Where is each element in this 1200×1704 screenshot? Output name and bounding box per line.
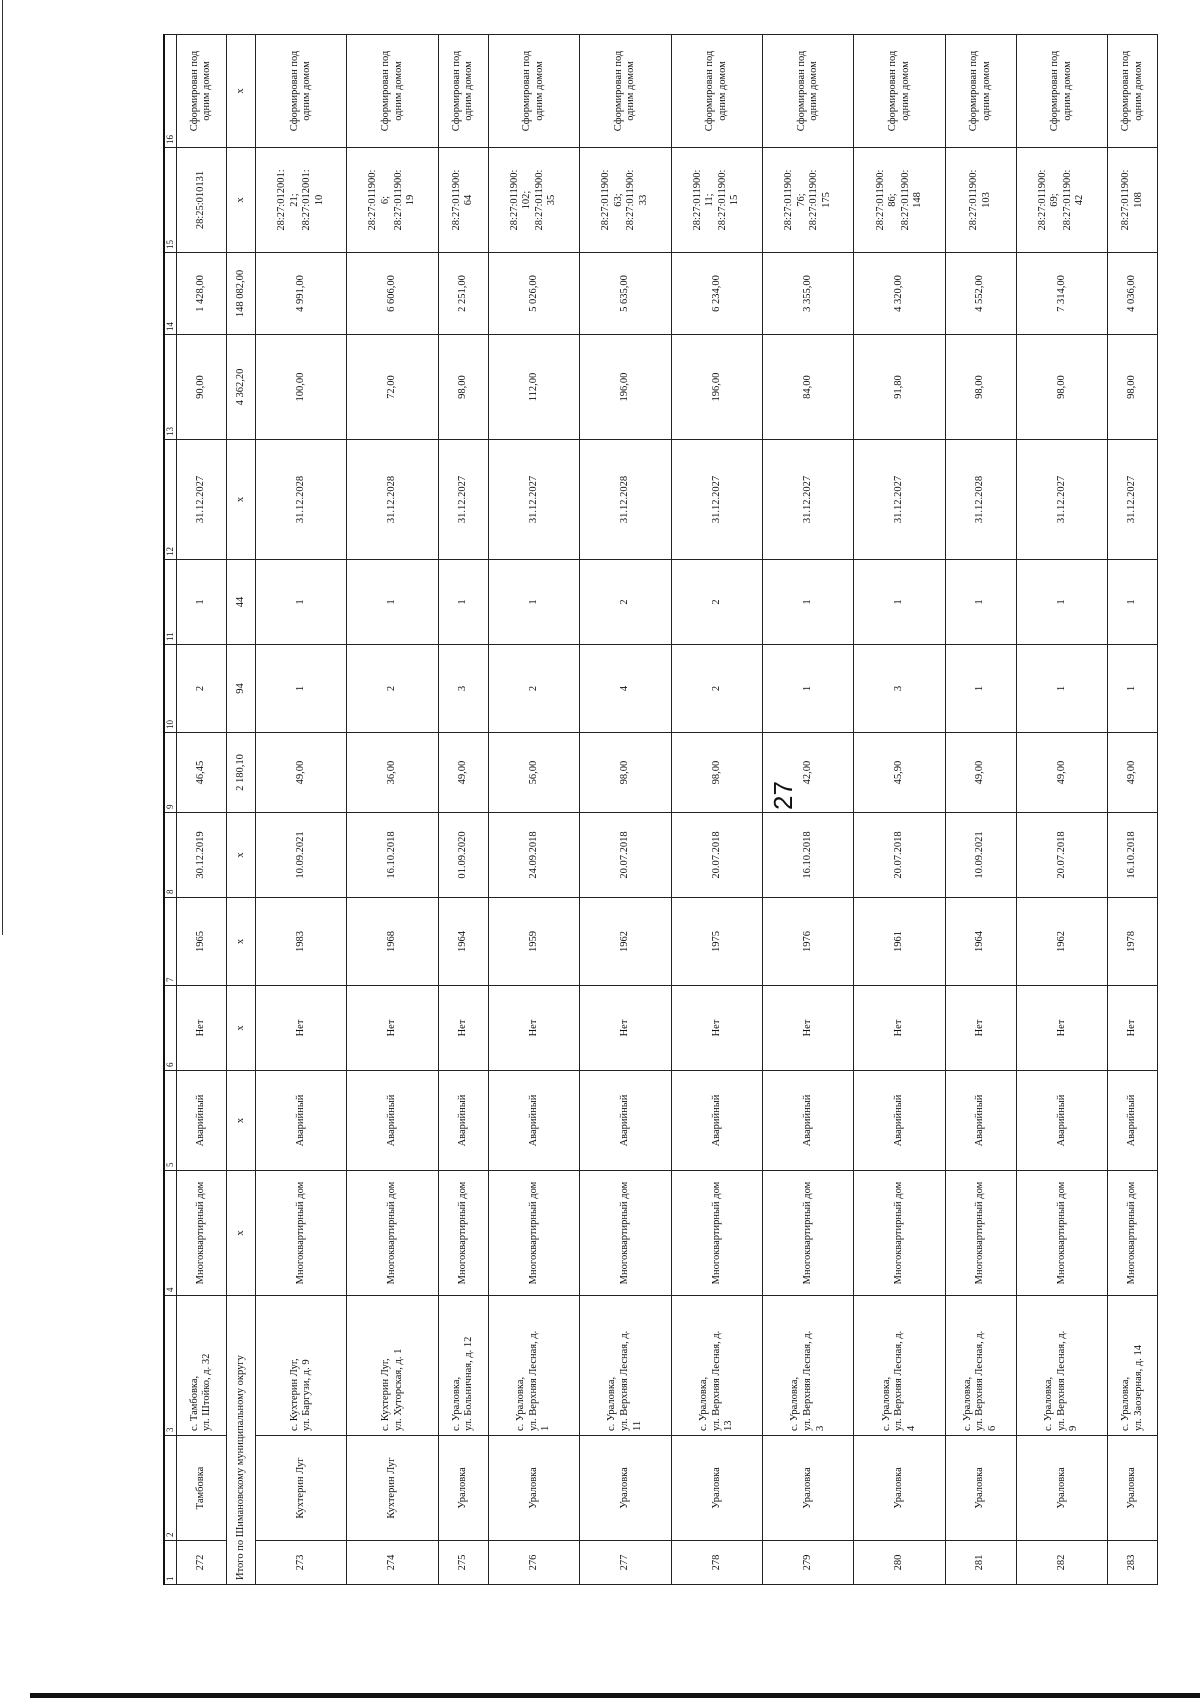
total-area-cell: 98,00 <box>438 335 488 440</box>
land-area-cell: 5 635,00 <box>580 253 671 335</box>
col11-cell: 2 <box>580 560 671 645</box>
locality-cell: Ураловка <box>671 1436 762 1541</box>
year-cell: 1964 <box>945 898 1016 986</box>
building-type-cell: Многоквартирный дом <box>177 1171 227 1296</box>
cadastral-cell: 28:27:011900: 108 <box>1108 148 1158 253</box>
col6-cell: Нет <box>1108 986 1158 1071</box>
land-area-cell: 6 606,00 <box>347 253 438 335</box>
year-cell: 1975 <box>671 898 762 986</box>
land-area-cell: 4 320,00 <box>854 253 945 335</box>
residents-cell: 1 <box>763 645 854 733</box>
locality-cell: Ураловка <box>945 1436 1016 1541</box>
year-cell: 1962 <box>580 898 671 986</box>
status-cell: Аварийный <box>1108 1071 1158 1171</box>
address-cell: с. Ураловка, ул. Больничная, д. 12 <box>438 1296 488 1436</box>
cadastral-cell: 28:27:011900: 63; 28:27:011900: 33 <box>580 148 671 253</box>
col11-cell: 1 <box>347 560 438 645</box>
total-area-cell: 84,00 <box>763 335 854 440</box>
cadastral-cell: 28:27:011900: 86; 28:27:011900: 148 <box>854 148 945 253</box>
col6-cell: Нет <box>488 986 579 1071</box>
table-row <box>763 35 854 1585</box>
land-status-cell: Сформирован под одним домом <box>945 35 1016 148</box>
row-number: 275 <box>438 1541 488 1585</box>
date-cell: 16.10.2018 <box>1108 813 1158 898</box>
total-c12-cell: х <box>226 440 255 560</box>
housing-table-wrapper <box>163 35 1158 1585</box>
total-area-cell: 100,00 <box>255 335 346 440</box>
column-number: 2 <box>164 1436 177 1541</box>
residents-cell: 2 <box>488 645 579 733</box>
deadline-cell: 31.12.2027 <box>763 440 854 560</box>
land-area-cell: 4 036,00 <box>1108 253 1158 335</box>
land-area-cell: 6 234,00 <box>671 253 762 335</box>
cadastral-cell: 28:25:010131 <box>177 148 227 253</box>
address-cell: с. Кухтерин Луг, ул. Баргузи, д. 9 <box>255 1296 346 1436</box>
cadastral-cell: 28:27:012001: 21; 28:27:012001: 10 <box>255 148 346 253</box>
column-number: 3 <box>164 1296 177 1436</box>
table-row <box>488 35 579 1585</box>
building-type-cell: Многоквартирный дом <box>488 1171 579 1296</box>
building-type-cell: Многоквартирный дом <box>347 1171 438 1296</box>
col6-cell: Нет <box>671 986 762 1071</box>
total-area-cell: 98,00 <box>1108 335 1158 440</box>
year-cell: 1962 <box>1016 898 1107 986</box>
year-cell: 1965 <box>177 898 227 986</box>
deadline-cell: 31.12.2028 <box>255 440 346 560</box>
locality-cell: Ураловка <box>1108 1436 1158 1541</box>
address-cell: с. Ураловка, ул. Верхняя Лесная, д. 4 <box>854 1296 945 1436</box>
building-type-cell: Многоквартирный дом <box>854 1171 945 1296</box>
year-cell: 1959 <box>488 898 579 986</box>
col11-cell: 1 <box>255 560 346 645</box>
total-area-cell: 72,00 <box>347 335 438 440</box>
cadastral-cell: 28:27:011900: 6; 28:27:011900: 19 <box>347 148 438 253</box>
residents-cell: 2 <box>347 645 438 733</box>
address-cell: с. Ураловка, ул. Верхняя Лесная, д. 1 <box>488 1296 579 1436</box>
col6-cell: Нет <box>438 986 488 1071</box>
table-row <box>347 35 438 1585</box>
deadline-cell: 31.12.2027 <box>1108 440 1158 560</box>
col6-cell: Нет <box>255 986 346 1071</box>
locality-cell: Кухтерин Луг <box>347 1436 438 1541</box>
col11-cell: 1 <box>177 560 227 645</box>
residents-cell: 1 <box>1016 645 1107 733</box>
locality-cell: Ураловка <box>580 1436 671 1541</box>
address-cell: с. Кухтерин Луг, ул. Хуторская, д. 1 <box>347 1296 438 1436</box>
area-cell: 49,00 <box>945 733 1016 813</box>
land-status-cell: Сформирован под одним домом <box>177 35 227 148</box>
land-status-cell: Сформирован под одним домом <box>255 35 346 148</box>
residents-cell: 2 <box>177 645 227 733</box>
area-cell: 49,00 <box>1108 733 1158 813</box>
total-c11-cell: 44 <box>226 560 255 645</box>
deadline-cell: 31.12.2027 <box>488 440 579 560</box>
table-body <box>164 35 1158 1585</box>
column-number: 13 <box>164 335 177 440</box>
column-number: 1 <box>164 1541 177 1585</box>
deadline-cell: 31.12.2027 <box>1016 440 1107 560</box>
locality-cell: Ураловка <box>1016 1436 1107 1541</box>
land-status-cell: Сформирован под одним домом <box>488 35 579 148</box>
total-c6-cell: х <box>226 986 255 1071</box>
deadline-cell: 31.12.2027 <box>177 440 227 560</box>
row-number: 276 <box>488 1541 579 1585</box>
page-number: 27 <box>768 781 798 810</box>
emergency-housing-table <box>163 34 1158 1585</box>
col11-cell: 2 <box>671 560 762 645</box>
col11-cell: 1 <box>1016 560 1107 645</box>
land-area-cell: 4 991,00 <box>255 253 346 335</box>
column-number: 11 <box>164 560 177 645</box>
date-cell: 20.07.2018 <box>671 813 762 898</box>
total-area-cell: 91,80 <box>854 335 945 440</box>
address-cell: с. Ураловка, ул. Верхняя Лесная, д. 6 <box>945 1296 1016 1436</box>
residents-cell: 4 <box>580 645 671 733</box>
address-cell: с. Ураловка, ул. Верхняя Лесная, д. 3 <box>763 1296 854 1436</box>
land-status-cell: Сформирован под одним домом <box>1016 35 1107 148</box>
row-number: 282 <box>1016 1541 1107 1585</box>
date-cell: 01.09.2020 <box>438 813 488 898</box>
area-cell: 36,00 <box>347 733 438 813</box>
year-cell: 1976 <box>763 898 854 986</box>
total-area-cell: 196,00 <box>671 335 762 440</box>
col11-cell: 1 <box>488 560 579 645</box>
row-number: 279 <box>763 1541 854 1585</box>
area-cell: 45,90 <box>854 733 945 813</box>
deadline-cell: 31.12.2028 <box>945 440 1016 560</box>
column-number: 15 <box>164 148 177 253</box>
status-cell: Аварийный <box>580 1071 671 1171</box>
residents-cell: 1 <box>1108 645 1158 733</box>
year-cell: 1964 <box>438 898 488 986</box>
building-type-cell: Многоквартирный дом <box>671 1171 762 1296</box>
table-row <box>438 35 488 1585</box>
cadastral-cell: 28:27:011900: 69; 28:27:011900: 42 <box>1016 148 1107 253</box>
locality-cell: Ураловка <box>854 1436 945 1541</box>
deadline-cell: 31.12.2027 <box>671 440 762 560</box>
table-row <box>854 35 945 1585</box>
total-label: Итого по Шимановскому муниципальному округу <box>226 1296 255 1585</box>
locality-cell: Тамбовка <box>177 1436 227 1541</box>
total-area-cell: 112,00 <box>488 335 579 440</box>
residents-cell: 3 <box>438 645 488 733</box>
column-number: 7 <box>164 898 177 986</box>
land-status-cell: Сформирован под одним домом <box>671 35 762 148</box>
total-row <box>226 35 255 1585</box>
land-status-cell: Сформирован под одним домом <box>347 35 438 148</box>
building-type-cell: Многоквартирный дом <box>763 1171 854 1296</box>
total-c13-cell: 4 362,20 <box>226 335 255 440</box>
address-cell: с. Ураловка, ул. Верхняя Лесная, д. 13 <box>671 1296 762 1436</box>
cadastral-cell: 28:27:011900: 103 <box>945 148 1016 253</box>
row-number: 278 <box>671 1541 762 1585</box>
status-cell: Аварийный <box>488 1071 579 1171</box>
land-status-cell: Сформирован под одним домом <box>438 35 488 148</box>
table-row <box>580 35 671 1585</box>
column-number: 12 <box>164 440 177 560</box>
column-number: 5 <box>164 1071 177 1171</box>
area-cell: 49,00 <box>438 733 488 813</box>
land-status-cell: Сформирован под одним домом <box>1108 35 1158 148</box>
column-number: 4 <box>164 1171 177 1296</box>
deadline-cell: 31.12.2028 <box>580 440 671 560</box>
date-cell: 20.07.2018 <box>1016 813 1107 898</box>
building-type-cell: Многоквартирный дом <box>1016 1171 1107 1296</box>
row-number: 280 <box>854 1541 945 1585</box>
status-cell: Аварийный <box>347 1071 438 1171</box>
total-area-cell: 98,00 <box>1016 335 1107 440</box>
land-status-cell: Сформирован под одним домом <box>763 35 854 148</box>
date-cell: 10.09.2021 <box>255 813 346 898</box>
building-type-cell: Многоквартирный дом <box>438 1171 488 1296</box>
col11-cell: 1 <box>763 560 854 645</box>
cadastral-cell: 28:27:011900: 102; 28:27:011900: 35 <box>488 148 579 253</box>
column-number: 14 <box>164 253 177 335</box>
area-cell: 42,00 <box>763 733 854 813</box>
date-cell: 10.09.2021 <box>945 813 1016 898</box>
area-cell: 46,45 <box>177 733 227 813</box>
locality-cell: Кухтерин Луг <box>255 1436 346 1541</box>
land-area-cell: 2 251,00 <box>438 253 488 335</box>
land-area-cell: 4 552,00 <box>945 253 1016 335</box>
col11-cell: 1 <box>945 560 1016 645</box>
column-number-row <box>164 35 177 1585</box>
residents-cell: 3 <box>854 645 945 733</box>
row-number: 277 <box>580 1541 671 1585</box>
col6-cell: Нет <box>177 986 227 1071</box>
total-area-cell: 196,00 <box>580 335 671 440</box>
status-cell: Аварийный <box>671 1071 762 1171</box>
total-c8-cell: х <box>226 813 255 898</box>
status-cell: Аварийный <box>854 1071 945 1171</box>
column-number: 10 <box>164 645 177 733</box>
row-number: 272 <box>177 1541 227 1585</box>
table-row <box>255 35 346 1585</box>
land-status-cell: Сформирован под одним домом <box>580 35 671 148</box>
col6-cell: Нет <box>580 986 671 1071</box>
status-cell: Аварийный <box>177 1071 227 1171</box>
table-row <box>945 35 1016 1585</box>
total-c14-cell: 148 082,00 <box>226 253 255 335</box>
locality-cell: Ураловка <box>438 1436 488 1541</box>
locality-cell: Ураловка <box>488 1436 579 1541</box>
total-c16-cell: х <box>226 35 255 148</box>
building-type-cell: Многоквартирный дом <box>255 1171 346 1296</box>
total-c10-cell: 94 <box>226 645 255 733</box>
column-number: 16 <box>164 35 177 148</box>
status-cell: Аварийный <box>438 1071 488 1171</box>
status-cell: Аварийный <box>1016 1071 1107 1171</box>
col6-cell: Нет <box>1016 986 1107 1071</box>
locality-cell: Ураловка <box>763 1436 854 1541</box>
building-type-cell: Многоквартирный дом <box>1108 1171 1158 1296</box>
scan-edge-line <box>2 0 3 935</box>
status-cell: Аварийный <box>945 1071 1016 1171</box>
row-number: 281 <box>945 1541 1016 1585</box>
col6-cell: Нет <box>347 986 438 1071</box>
area-cell: 56,00 <box>488 733 579 813</box>
area-cell: 49,00 <box>255 733 346 813</box>
col11-cell: 1 <box>438 560 488 645</box>
date-cell: 16.10.2018 <box>763 813 854 898</box>
building-type-cell: Многоквартирный дом <box>580 1171 671 1296</box>
address-cell: с. Ураловка, ул. Заозерная, д. 14 <box>1108 1296 1158 1436</box>
cadastral-cell: 28:27:011900: 76; 28:27:011900: 175 <box>763 148 854 253</box>
residents-cell: 2 <box>671 645 762 733</box>
land-area-cell: 5 026,00 <box>488 253 579 335</box>
land-area-cell: 7 314,00 <box>1016 253 1107 335</box>
building-type-cell: Многоквартирный дом <box>945 1171 1016 1296</box>
status-cell: Аварийный <box>255 1071 346 1171</box>
area-cell: 98,00 <box>671 733 762 813</box>
total-c9-cell: 2 180,10 <box>226 733 255 813</box>
year-cell: 1983 <box>255 898 346 986</box>
column-number: 8 <box>164 813 177 898</box>
address-cell: с. Ураловка, ул. Верхняя Лесная, д. 11 <box>580 1296 671 1436</box>
table-row <box>671 35 762 1585</box>
land-status-cell: Сформирован под одним домом <box>854 35 945 148</box>
col11-cell: 1 <box>1108 560 1158 645</box>
year-cell: 1961 <box>854 898 945 986</box>
table-row <box>1108 35 1158 1585</box>
residents-cell: 1 <box>255 645 346 733</box>
status-cell: Аварийный <box>763 1071 854 1171</box>
residents-cell: 1 <box>945 645 1016 733</box>
cadastral-cell: 28:27:011900: 11; 28:27:011900: 15 <box>671 148 762 253</box>
column-number: 6 <box>164 986 177 1071</box>
total-area-cell: 90,00 <box>177 335 227 440</box>
col6-cell: Нет <box>945 986 1016 1071</box>
year-cell: 1968 <box>347 898 438 986</box>
address-cell: с. Тамбовка, ул. Штойко, д. 32 <box>177 1296 227 1436</box>
total-area-cell: 98,00 <box>945 335 1016 440</box>
total-c7-cell: х <box>226 898 255 986</box>
date-cell: 24.09.2018 <box>488 813 579 898</box>
deadline-cell: 31.12.2028 <box>347 440 438 560</box>
date-cell: 20.07.2018 <box>580 813 671 898</box>
area-cell: 49,00 <box>1016 733 1107 813</box>
deadline-cell: 31.12.2027 <box>438 440 488 560</box>
total-c5-cell: х <box>226 1071 255 1171</box>
table-row <box>1016 35 1107 1585</box>
row-number: 283 <box>1108 1541 1158 1585</box>
total-c4-cell: х <box>226 1171 255 1296</box>
col6-cell: Нет <box>854 986 945 1071</box>
row-number: 273 <box>255 1541 346 1585</box>
land-area-cell: 3 355,00 <box>763 253 854 335</box>
date-cell: 16.10.2018 <box>347 813 438 898</box>
column-number: 9 <box>164 733 177 813</box>
total-c15-cell: х <box>226 148 255 253</box>
cadastral-cell: 28:27:011900: 64 <box>438 148 488 253</box>
area-cell: 98,00 <box>580 733 671 813</box>
year-cell: 1978 <box>1108 898 1158 986</box>
land-area-cell: 1 428,00 <box>177 253 227 335</box>
table-row <box>177 35 227 1585</box>
page-bottom-rule <box>30 1693 1200 1698</box>
col11-cell: 1 <box>854 560 945 645</box>
date-cell: 20.07.2018 <box>854 813 945 898</box>
deadline-cell: 31.12.2027 <box>854 440 945 560</box>
date-cell: 30.12.2019 <box>177 813 227 898</box>
row-number: 274 <box>347 1541 438 1585</box>
address-cell: с. Ураловка, ул. Верхняя Лесная, д. 9 <box>1016 1296 1107 1436</box>
col6-cell: Нет <box>763 986 854 1071</box>
